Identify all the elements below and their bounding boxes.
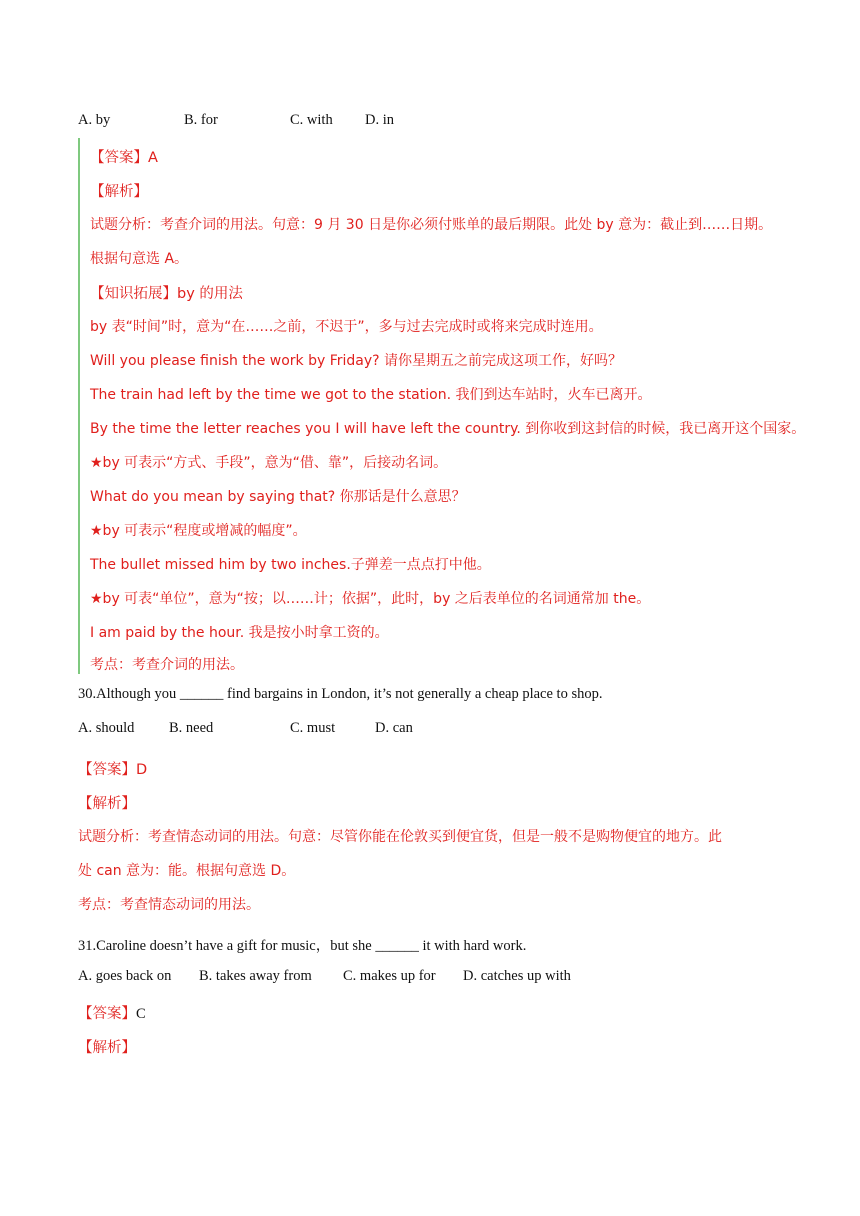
answer-label: 【答案】 <box>90 150 148 166</box>
q29-extension-line-5: ★by 可表示“方式、手段”，意为“借、靠”，后接动名词。 <box>90 455 448 471</box>
q30-option-c: C. must <box>290 720 336 736</box>
q29-analysis-label: 【解析】 <box>90 184 148 200</box>
q29-option-d: D. in <box>365 112 394 128</box>
q29-explanation-block <box>78 138 820 674</box>
q31-option-c: C. makes up for <box>343 968 436 984</box>
q29-analysis-line-1: 试题分析：考查介词的用法。句意：9 月 30 日是你必须付账单的最后期限。此处 by 意为：截止到……日期。 <box>90 217 773 233</box>
q29-extension-line-1: by 表“时间”时，意为“在……之前，不迟于”，多与过去完成时或将来完成时连用。 <box>90 319 603 335</box>
q31-answer <box>78 1002 146 1023</box>
q29-extension-line-7: ★by 可表示“程度或增减的幅度”。 <box>90 523 307 539</box>
answer-value: D <box>136 762 148 778</box>
q29-extension-line-8: The bullet missed him by two inches.子弹差一点点打中他。 <box>90 557 491 573</box>
q30-stem: 30.Although you ______ find bargains in London, it’s not generally a cheap place to shop. <box>78 686 603 702</box>
q29-extension-line-3: The train had left by the time we got to the station. 我们到达车站时，火车已离开。 <box>90 387 652 403</box>
q29-extension-label: 【知识拓展】by 的用法 <box>90 286 243 302</box>
q30-option-a: A. should <box>78 720 135 736</box>
answer-label: 【答案】 <box>78 1006 136 1022</box>
q29-option-b: B. for <box>184 112 218 128</box>
answer-value: C <box>136 1006 146 1022</box>
q30-analysis-label: 【解析】 <box>78 796 136 812</box>
q31-option-a: A. goes back on <box>78 968 172 984</box>
q30-analysis-line-2: 处 can 意为：能。根据句意选 D。 <box>78 863 296 879</box>
q29-answer <box>90 146 158 167</box>
q31-option-d: D. catches up with <box>463 968 571 984</box>
q30-option-d: D. can <box>375 720 413 736</box>
q31-stem: 31.Caroline doesn’t have a gift for music，but she ______ it with hard work. <box>78 938 527 954</box>
q31-analysis-label: 【解析】 <box>78 1040 136 1056</box>
q29-option-c: C. with <box>290 112 333 128</box>
q29-extension-line-4: By the time the letter reaches you I will have left the country. 到你收到这封信的时候，我已离开这个国家。 <box>90 421 806 437</box>
q29-option-a: A. by <box>78 112 111 128</box>
q29-extension-line-2: Will you please finish the work by Friday? 请你星期五之前完成这项工作，好吗？ <box>90 353 623 369</box>
q30-analysis-line-1: 试题分析：考查情态动词的用法。句意：尽管你能在伦敦买到便宜货，但是一般不是购物便宜的地方。此 <box>78 829 722 845</box>
q29-analysis-line-2: 根据句意选 A。 <box>90 251 189 267</box>
answer-label: 【答案】 <box>78 762 136 778</box>
q29-extension-line-10: I am paid by the hour. 我是按小时拿工资的。 <box>90 625 389 641</box>
q29-extension-line-11: 考点：考查介词的用法。 <box>90 657 244 673</box>
q31-option-b: B. takes away from <box>199 968 312 984</box>
q30-answer <box>78 758 147 779</box>
answer-value: A <box>148 150 158 166</box>
q29-extension-line-6: What do you mean by saying that? 你那话是什么意思？ <box>90 489 466 505</box>
q29-extension-line-9: ★by 可表“单位”，意为“按；以……计；依据”，此时，by 之后表单位的名词通常加 the。 <box>90 591 651 607</box>
q30-option-b: B. need <box>169 720 214 736</box>
q30-analysis-line-3: 考点：考查情态动词的用法。 <box>78 897 260 913</box>
